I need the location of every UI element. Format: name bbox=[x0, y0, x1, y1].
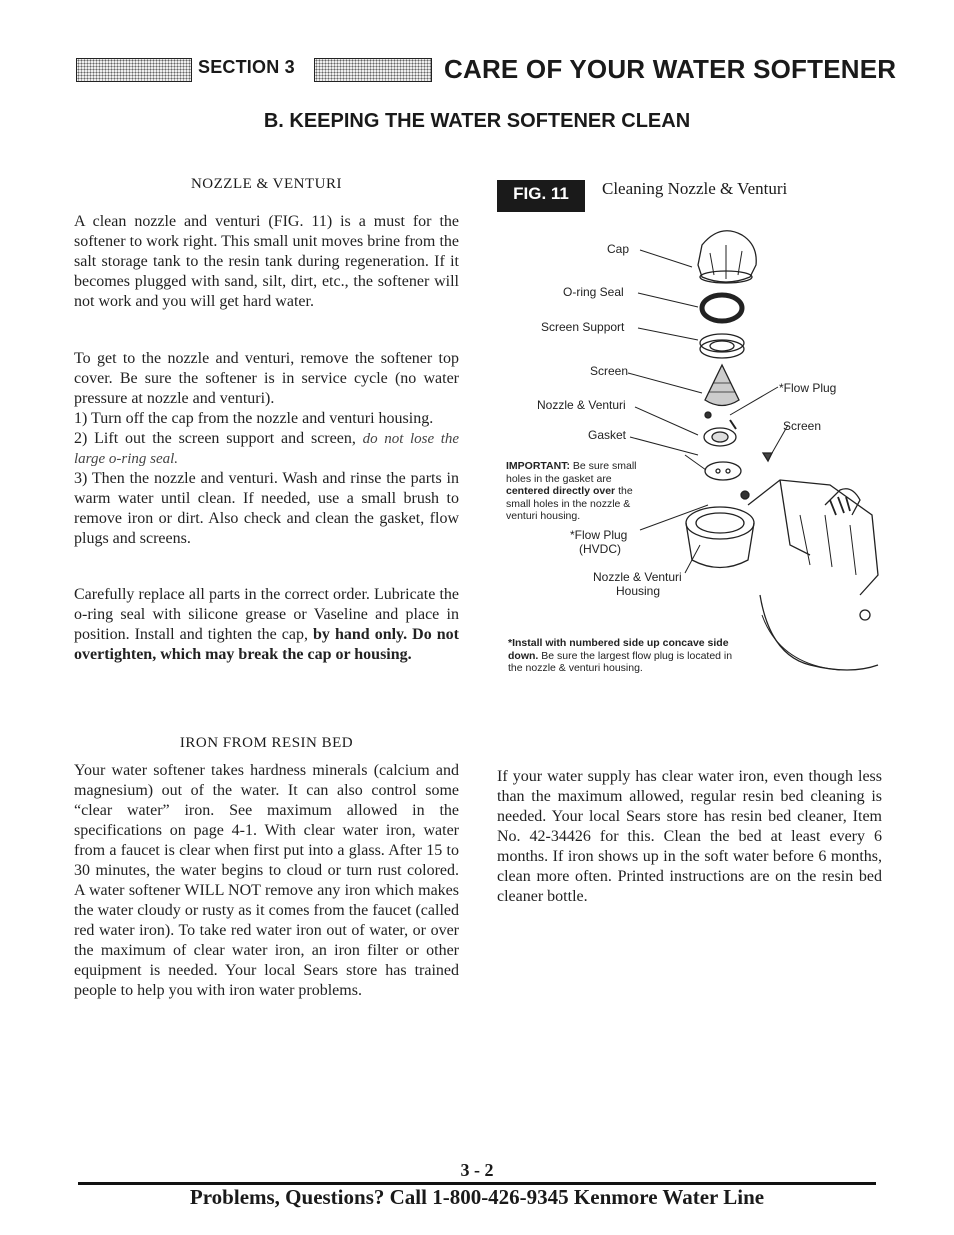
section-label: SECTION 3 bbox=[198, 57, 295, 77]
install-text: Be sure the largest flow plug is located in the nozzle & venturi housing. bbox=[508, 649, 733, 674]
page-title: CARE OF YOUR WATER SOFTENER bbox=[444, 54, 897, 84]
label-screen: Screen bbox=[590, 364, 629, 378]
footer-line: Problems, Questions? Call 1-800-426-9345 Kenmore Water Line bbox=[189, 1185, 765, 1209]
nozzle-step-2 bbox=[74, 429, 459, 469]
nozzle-venturi-diagram bbox=[480, 215, 890, 685]
figure-title: Cleaning Nozzle & Venturi bbox=[602, 179, 788, 198]
iron-paragraph-1 bbox=[74, 761, 459, 1001]
important-text-2: the small holes in the nozzle & venturi housing. bbox=[506, 485, 633, 522]
install-note bbox=[508, 637, 744, 675]
iron-p2-text: If your water supply has clear water iron, even though less than the maximum allowed, regular resin bed cleaning is needed. Your local Sears store has resin bed cleaner, Item No. 42-34426 for this. Clean the bed at least every 6 months. If iron shows up in the soft water before 6 months, clean more often. Printed instructions are on the resin bed cleaner bottle. bbox=[497, 768, 882, 905]
iron-p1-text: Your water softener takes hardness minerals (calcium and magnesium) out of the water. It can also control some “clear water” iron. See maximum allowed in the specifications on page 4-1. With clear water iron, water from a faucet is clear when first put into a glass. After 15 to 30 minutes, the water begins to cloud or turn rust colored. A water softener WILL NOT remove any iron which makes the water cloudy or rusty as it comes from the faucet (called red water iron). To take red water iron out of water, or over the maximum of clear water iron, an iron filter or other equipment is needed. Your local Sears store has trained people to help you with iron water problems. bbox=[74, 762, 459, 999]
label-hvdc: (HVDC) bbox=[579, 542, 621, 556]
label-oring-seal: O-ring Seal bbox=[563, 285, 624, 299]
nozzle-p2-intro: To get to the nozzle and venturi, remove the softener top cover. Be sure the softener is in service cycle (no water pressure at nozzle and venturi). bbox=[74, 350, 459, 407]
label-housing-line2: Housing bbox=[616, 584, 661, 598]
gasket-part bbox=[705, 462, 741, 480]
nozzle-step-2-italic: do not lose the large o-ring seal. bbox=[74, 431, 460, 467]
oring-part bbox=[702, 295, 742, 321]
label-screen-right: Screen bbox=[783, 419, 822, 433]
nozzle-paragraph-1 bbox=[74, 212, 459, 312]
label-flow-plug: *Flow Plug bbox=[779, 381, 837, 395]
label-gasket: Gasket bbox=[588, 428, 627, 442]
section-subtitle: B. KEEPING THE WATER SOFTENER CLEAN bbox=[263, 110, 691, 132]
nozzle-p3 bbox=[74, 585, 459, 665]
label-nozzle-venturi: Nozzle & Venturi bbox=[537, 398, 626, 412]
nozzle-p3-bold: by hand only. Do not overtighten, which may break the cap or housing. bbox=[74, 626, 459, 663]
header-pattern-left bbox=[76, 58, 192, 82]
nozzle-venturi-part bbox=[704, 420, 736, 446]
nozzle-p1-text: A clean nozzle and venturi (FIG. 11) is a must for the softener to work right. This small unit moves brine from the salt storage tank to the resin tank during regeneration. If it becomes plugged with sand, silt, dirt, etc., the softener will not work and you will get hard water. bbox=[74, 213, 459, 310]
figure-badge: FIG. 11 bbox=[497, 180, 585, 212]
important-note bbox=[506, 460, 652, 523]
label-flow-plug-hvdc: *Flow Plug bbox=[570, 528, 628, 542]
important-label: IMPORTANT: bbox=[506, 460, 570, 472]
screen-part bbox=[705, 365, 739, 406]
nozzle-paragraph-2 bbox=[74, 349, 459, 549]
install-bold: *Install with numbered side up concave side down. bbox=[508, 637, 729, 662]
important-text-1: Be sure small holes in the gasket are bbox=[506, 460, 637, 485]
nozzle-p3-text: Carefully replace all parts in the correct order. Lubricate the o-ring seal with silicone grease or Vaseline and place in position. Install and tighten the cap, bbox=[74, 586, 459, 643]
iron-paragraph-2 bbox=[497, 767, 882, 907]
iron-heading: IRON FROM RESIN BED bbox=[179, 735, 354, 751]
nozzle-step-2-text: 2) Lift out the screen support and screen, bbox=[74, 430, 356, 447]
header-pattern-right bbox=[314, 58, 432, 82]
page-number: 3 - 2 bbox=[460, 1160, 494, 1180]
nozzle-step-1: 1) Turn off the cap from the nozzle and venturi housing. bbox=[74, 410, 434, 427]
right-screen-part bbox=[763, 453, 772, 461]
nozzle-step-3: 3) Then the nozzle and venturi. Wash and rinse the parts in warm water until clean. If needed, use a small brush to remove iron or dirt. Also check and clean the gasket, flow plugs and screens. bbox=[74, 470, 459, 547]
nozzle-paragraph-3 bbox=[74, 585, 459, 665]
flow-plug-part bbox=[705, 412, 711, 418]
screen-support-part bbox=[700, 334, 744, 358]
nozzle-heading: NOZZLE & VENTURI bbox=[190, 176, 343, 192]
label-housing-line1: Nozzle & Venturi bbox=[593, 570, 682, 584]
label-screen-support: Screen Support bbox=[541, 320, 625, 334]
cap-part bbox=[698, 231, 756, 283]
label-cap: Cap bbox=[607, 242, 630, 256]
important-bold: centered directly over bbox=[506, 485, 616, 497]
